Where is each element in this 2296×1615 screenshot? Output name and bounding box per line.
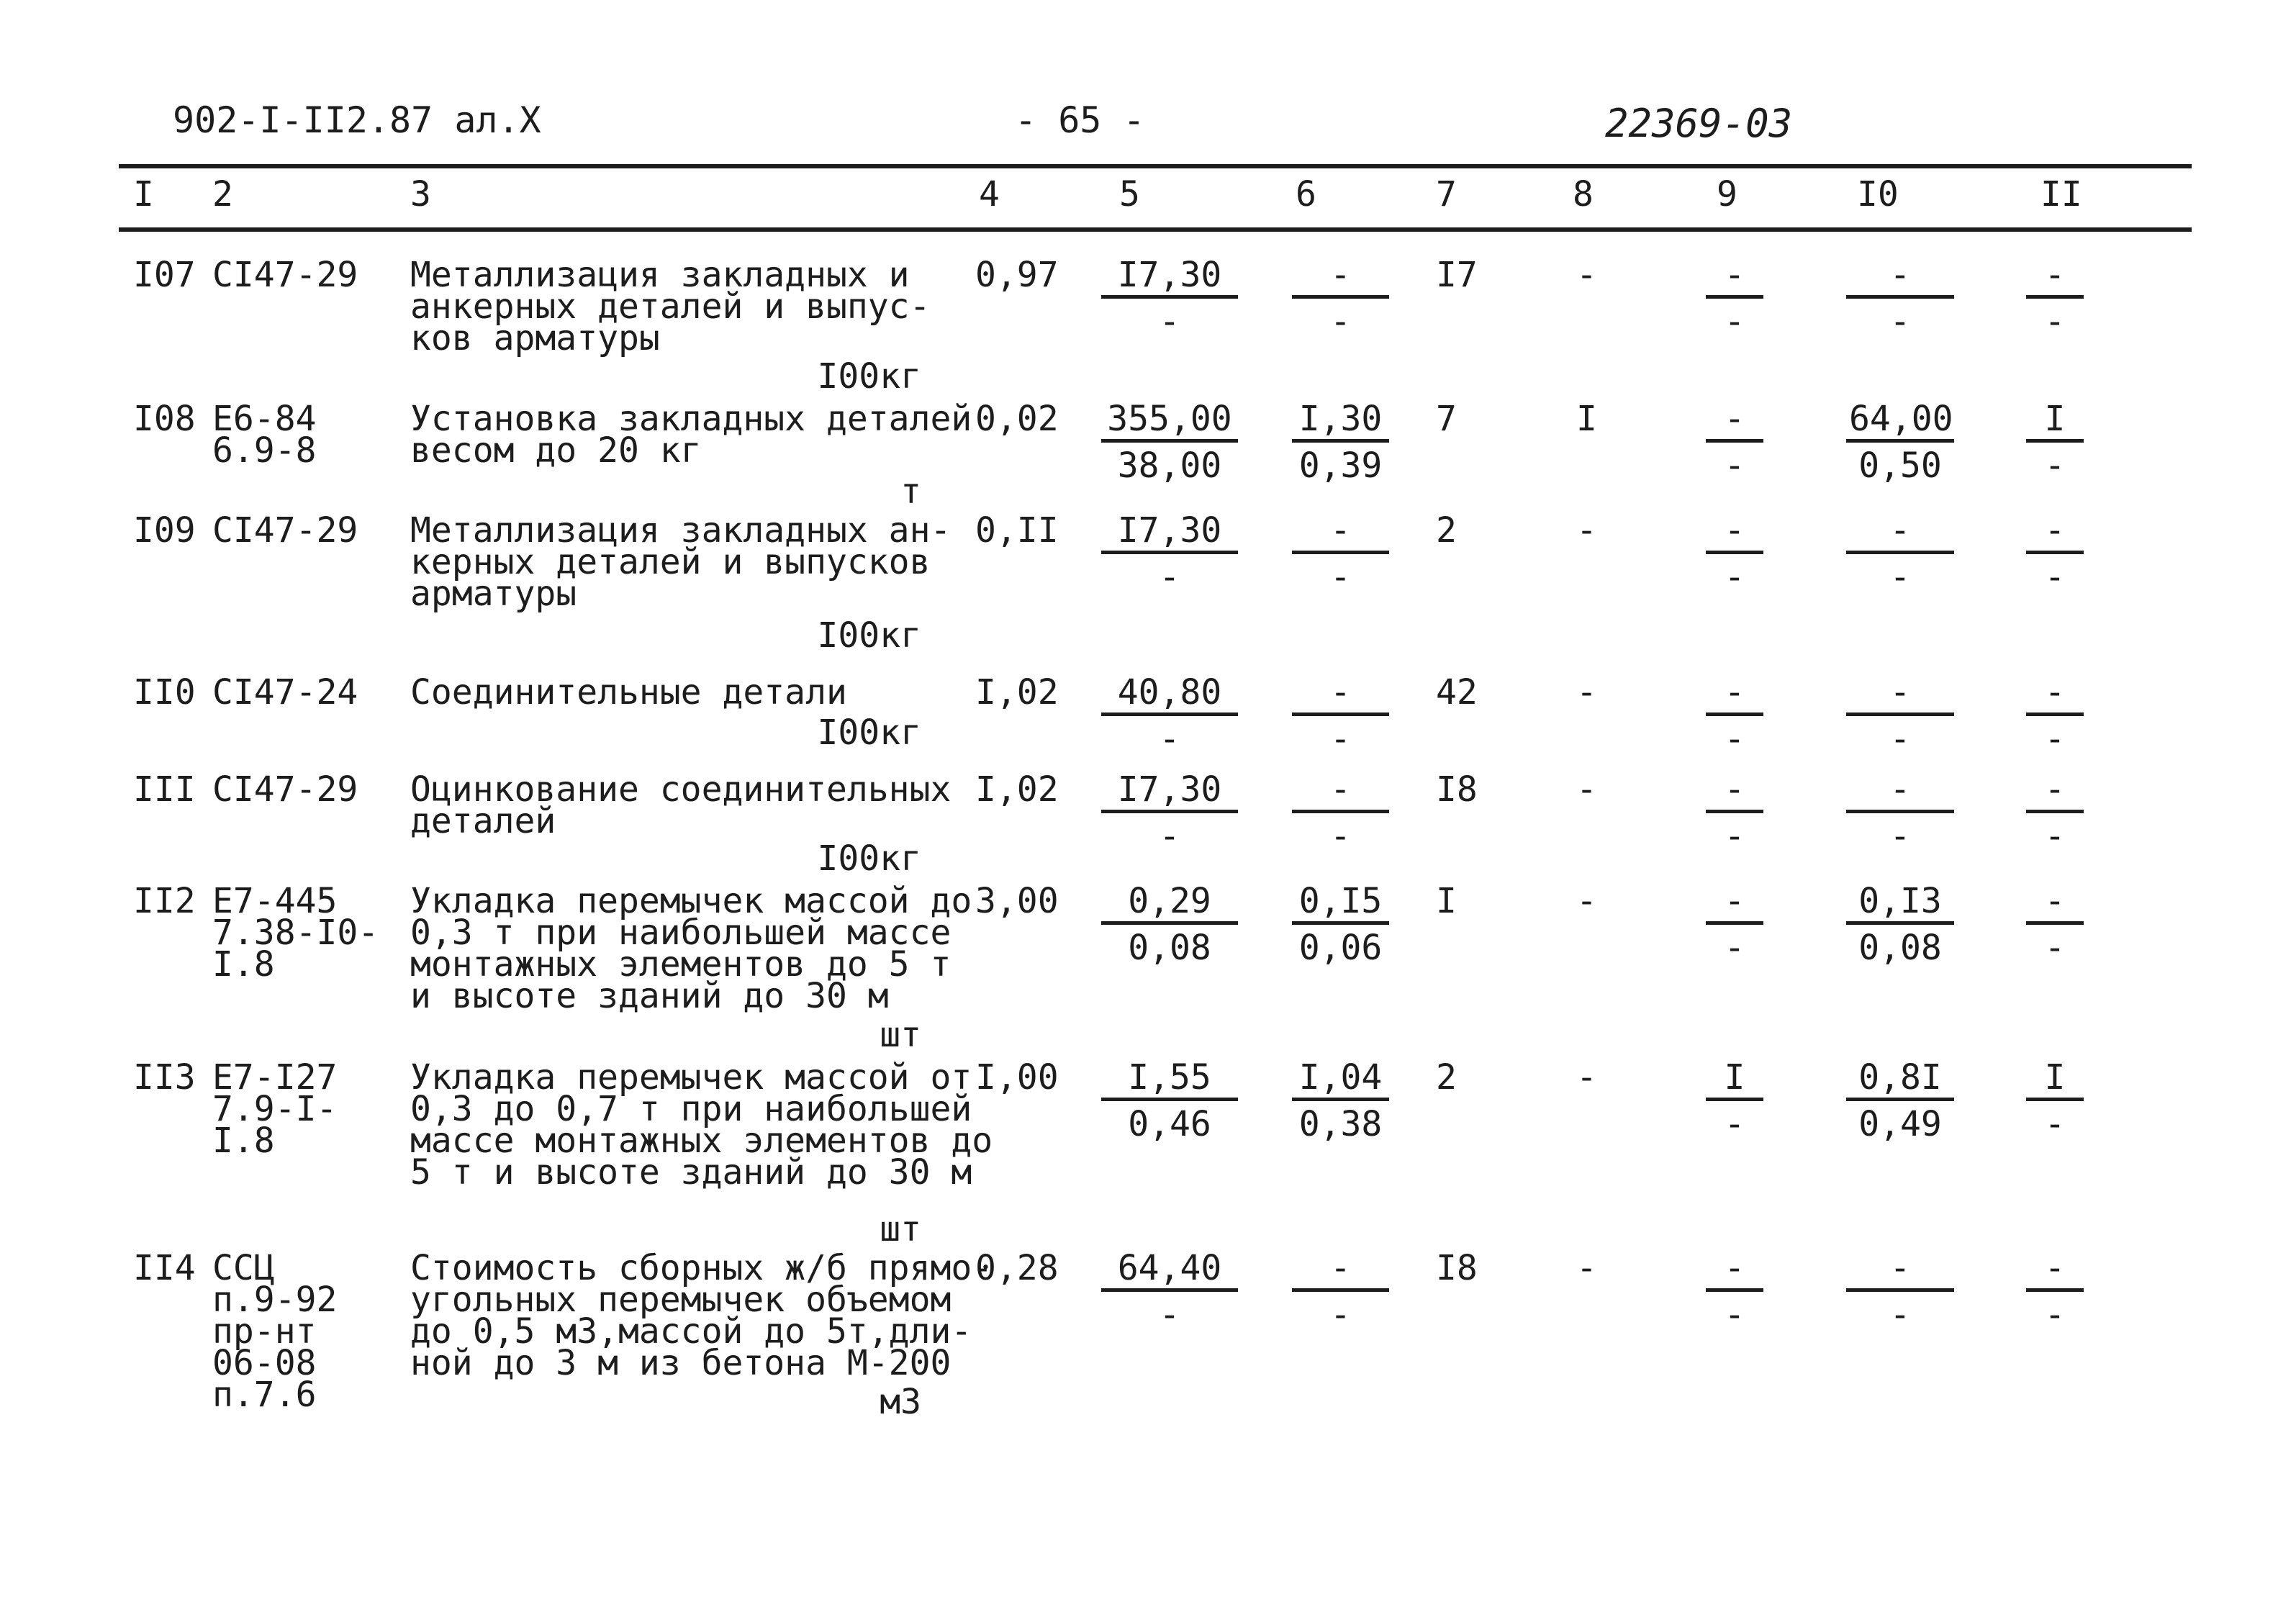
fraction-numerator: -	[2026, 515, 2084, 554]
resource-code-line: 06-08	[212, 1343, 317, 1383]
fraction-denominator: -	[1330, 302, 1351, 342]
measure-unit: I00кг	[817, 356, 921, 397]
fraction-denominator: -	[1330, 719, 1351, 759]
resource-code-line: E6-84	[212, 399, 317, 439]
col-8-value: -	[1576, 769, 1597, 810]
fraction-numerator: I	[1706, 1062, 1763, 1101]
fraction-numerator: -	[1292, 774, 1389, 813]
work-description-line: 0,3 до 0,7 т при наибольшей	[410, 1089, 972, 1129]
work-description-line: деталей	[410, 801, 556, 841]
fraction-denominator: -	[1889, 1295, 1911, 1335]
fraction-denominator: -	[1159, 719, 1180, 759]
resource-code	[212, 769, 358, 810]
fraction-numerator: 0,29	[1101, 885, 1238, 925]
fraction-denominator: -	[2044, 557, 2066, 597]
fraction-denominator: 0,50	[1858, 445, 1942, 486]
resource-code	[212, 510, 358, 551]
row-number: II2	[133, 881, 196, 921]
row-number: II0	[133, 672, 196, 712]
fraction-denominator: -	[1724, 816, 1745, 856]
work-description-line: Укладка перемычек массой до	[410, 881, 972, 921]
fraction-denominator: -	[2044, 1104, 2066, 1144]
fraction-cell-col-5	[1101, 881, 1238, 968]
fraction-cell-col-6	[1292, 399, 1389, 486]
column-header-4: 4	[979, 174, 1000, 214]
col-8-value: -	[1576, 672, 1597, 712]
resource-code	[212, 881, 379, 985]
measure-unit: I00кг	[817, 838, 921, 879]
fraction-denominator: 0,06	[1298, 928, 1383, 968]
col-7-value: 2	[1436, 1057, 1457, 1098]
fraction-numerator: I7,30	[1101, 515, 1238, 554]
fraction-numerator: I	[2026, 403, 2084, 443]
column-header-3: 3	[410, 174, 431, 214]
fraction-denominator: -	[1724, 928, 1745, 968]
fraction-numerator: -	[1846, 515, 1954, 554]
fraction-denominator: -	[2044, 1295, 2066, 1335]
work-description-line: керных деталей и выпусков	[410, 542, 931, 582]
resource-code-line: пр-нт	[212, 1311, 317, 1352]
measure-unit: I00кг	[817, 712, 921, 753]
fraction-cell-col-11	[2026, 769, 2084, 856]
fraction-cell-col-10	[1846, 1057, 1954, 1144]
resource-code-line: I.8	[212, 1121, 275, 1161]
fraction-cell-col-9	[1706, 1057, 1763, 1144]
work-description-line: весом до 20 кг	[410, 430, 702, 471]
fraction-numerator: -	[1292, 515, 1389, 554]
resource-code-line: CI47-29	[212, 255, 358, 295]
work-description	[410, 510, 952, 614]
table-top-rule	[119, 164, 2192, 168]
fraction-cell-col-6	[1292, 672, 1389, 759]
fraction-cell-col-11	[2026, 399, 2084, 486]
fraction-numerator: -	[1706, 515, 1763, 554]
column-header-10: I0	[1857, 174, 1899, 214]
fraction-denominator: -	[2044, 928, 2066, 968]
fraction-cell-col-9	[1706, 510, 1763, 597]
fraction-cell-col-5	[1101, 672, 1238, 759]
work-description-line: Оцинкование соединительных	[410, 769, 952, 810]
resource-code-line: 7.38-I0-	[212, 913, 379, 953]
fraction-cell-col-6	[1292, 881, 1389, 968]
fraction-denominator: -	[1159, 816, 1180, 856]
fraction-numerator: -	[1846, 1252, 1954, 1292]
resource-code-line: E7-445	[212, 881, 338, 921]
resource-code	[212, 672, 358, 712]
measure-unit: шт	[880, 1209, 921, 1249]
measure-unit: т	[900, 471, 921, 512]
fraction-cell-col-11	[2026, 255, 2084, 342]
work-description-line: Установка закладных деталей	[410, 399, 972, 439]
fraction-cell-col-11	[2026, 881, 2084, 968]
quantity: I,02	[975, 672, 1059, 712]
fraction-denominator: 38,00	[1117, 445, 1222, 486]
quantity: 3,00	[975, 881, 1059, 921]
fraction-numerator: -	[1846, 677, 1954, 716]
work-description-line: и высоте зданий до 30 м	[410, 976, 889, 1016]
fraction-cell-col-11	[2026, 1248, 2084, 1335]
column-header-9: 9	[1717, 174, 1737, 214]
fraction-numerator: 0,I3	[1846, 885, 1954, 925]
resource-code	[212, 399, 317, 471]
resource-code-line: ССЦ	[212, 1248, 275, 1288]
fraction-cell-col-6	[1292, 1057, 1389, 1144]
fraction-cell-col-6	[1292, 1248, 1389, 1335]
fraction-numerator: 64,00	[1846, 403, 1954, 443]
fraction-denominator: -	[2044, 816, 2066, 856]
fraction-cell-col-6	[1292, 510, 1389, 597]
fraction-cell-col-6	[1292, 255, 1389, 342]
column-header-11: II	[2040, 174, 2082, 214]
fraction-cell-col-5	[1101, 1248, 1238, 1335]
quantity: 0,II	[975, 510, 1059, 551]
col-8-value: -	[1576, 1057, 1597, 1098]
fraction-numerator: -	[1706, 677, 1763, 716]
fraction-numerator: 0,I5	[1292, 885, 1389, 925]
col-8-value: -	[1576, 510, 1597, 551]
fraction-cell-col-9	[1706, 769, 1763, 856]
fraction-cell-col-6	[1292, 769, 1389, 856]
fraction-numerator: -	[1706, 1252, 1763, 1292]
work-description-line: Металлизация закладных и	[410, 255, 910, 295]
row-number: I07	[133, 255, 196, 295]
work-description-line: 0,3 т при наибольшей массе	[410, 913, 952, 953]
fraction-denominator: -	[1330, 557, 1351, 597]
col-8-value: -	[1576, 1248, 1597, 1288]
fraction-cell-col-9	[1706, 881, 1763, 968]
col-8-value: I	[1576, 399, 1597, 439]
col-7-value: I7	[1436, 255, 1478, 295]
fraction-numerator: I7,30	[1101, 259, 1238, 299]
quantity: I,02	[975, 769, 1059, 810]
table-header-rule	[119, 227, 2192, 232]
fraction-numerator: I7,30	[1101, 774, 1238, 813]
column-header-5: 5	[1119, 174, 1140, 214]
fraction-numerator: I,55	[1101, 1062, 1238, 1101]
work-description	[410, 399, 972, 471]
fraction-numerator: -	[1706, 259, 1763, 299]
work-description	[410, 769, 952, 841]
work-description	[410, 1248, 993, 1383]
fraction-cell-col-10	[1846, 399, 1954, 486]
fraction-denominator: 0,46	[1128, 1104, 1211, 1144]
work-description	[410, 1057, 993, 1193]
row-number: I08	[133, 399, 196, 439]
fraction-denominator: -	[1889, 557, 1911, 597]
quantity: 0,02	[975, 399, 1059, 439]
fraction-cell-col-10	[1846, 769, 1954, 856]
fraction-denominator: 0,49	[1858, 1104, 1942, 1144]
fraction-numerator: 0,8I	[1846, 1062, 1954, 1101]
work-description	[410, 672, 847, 712]
col-7-value: 2	[1436, 510, 1457, 551]
resource-code-line: I.8	[212, 944, 275, 985]
col-7-value: I8	[1436, 1248, 1478, 1288]
fraction-numerator: -	[1292, 1252, 1389, 1292]
fraction-cell-col-10	[1846, 672, 1954, 759]
fraction-denominator: -	[2044, 719, 2066, 759]
fraction-denominator: -	[1159, 302, 1180, 342]
fraction-numerator: -	[2026, 259, 2084, 299]
fraction-denominator: -	[2044, 445, 2066, 486]
fraction-denominator: -	[1724, 1104, 1745, 1144]
fraction-denominator: -	[1889, 816, 1911, 856]
col-7-value: 42	[1436, 672, 1478, 712]
resource-code-line: CI47-29	[212, 510, 358, 551]
fraction-cell-col-5	[1101, 399, 1238, 486]
column-header-6: 6	[1296, 174, 1316, 214]
fraction-numerator: 40,80	[1101, 677, 1238, 716]
fraction-denominator: -	[1159, 1295, 1180, 1335]
fraction-denominator: -	[1330, 1295, 1351, 1335]
fraction-cell-col-5	[1101, 1057, 1238, 1144]
resource-code-line: п.9-92	[212, 1280, 338, 1320]
fraction-numerator: -	[1846, 259, 1954, 299]
fraction-cell-col-9	[1706, 1248, 1763, 1335]
work-description-line: массе монтажных элементов до	[410, 1121, 993, 1161]
work-description-line: ков арматуры	[410, 318, 660, 358]
resource-code	[212, 1057, 338, 1161]
fraction-numerator: -	[1706, 403, 1763, 443]
fraction-numerator: -	[1292, 677, 1389, 716]
col-7-value: 7	[1436, 399, 1457, 439]
work-description-line: монтажных элементов до 5 т	[410, 944, 952, 985]
work-description-line: Металлизация закладных ан-	[410, 510, 952, 551]
measure-unit: м3	[880, 1382, 921, 1422]
fraction-numerator: I,04	[1292, 1062, 1389, 1101]
fraction-numerator: -	[1292, 259, 1389, 299]
row-number: III	[133, 769, 196, 810]
work-description-line: Укладка перемычек массой от	[410, 1057, 972, 1098]
fraction-numerator: -	[2026, 885, 2084, 925]
fraction-numerator: I,30	[1292, 403, 1389, 443]
fraction-denominator: -	[2044, 302, 2066, 342]
fraction-denominator: 0,38	[1298, 1104, 1383, 1144]
quantity: 0,28	[975, 1248, 1059, 1288]
fraction-denominator: -	[1889, 719, 1911, 759]
work-description-line: арматуры	[410, 574, 577, 614]
resource-code-line: E7-I27	[212, 1057, 338, 1098]
fraction-cell-col-10	[1846, 881, 1954, 968]
resource-code-line: 6.9-8	[212, 430, 317, 471]
fraction-denominator: -	[1724, 445, 1745, 486]
fraction-denominator: -	[1724, 302, 1745, 342]
fraction-cell-col-5	[1101, 255, 1238, 342]
page-number: - 65 -	[1015, 99, 1145, 141]
fraction-numerator: I	[2026, 1062, 2084, 1101]
work-description-line: 5 т и высоте зданий до 30 м	[410, 1152, 972, 1193]
fraction-cell-col-11	[2026, 1057, 2084, 1144]
fraction-cell-col-9	[1706, 672, 1763, 759]
column-header-7: 7	[1436, 174, 1457, 214]
work-description-line: анкерных деталей и выпус-	[410, 286, 931, 327]
fraction-numerator: -	[1846, 774, 1954, 813]
measure-unit: I00кг	[817, 615, 921, 656]
fraction-cell-col-5	[1101, 510, 1238, 597]
quantity: I,00	[975, 1057, 1059, 1098]
fraction-denominator: -	[1330, 816, 1351, 856]
work-description-line: Соединительные детали	[410, 672, 847, 712]
fraction-denominator: -	[1159, 557, 1180, 597]
work-description-line: Стоимость сборных ж/б прямо-	[410, 1248, 993, 1288]
fraction-numerator: -	[2026, 677, 2084, 716]
resource-code-line: 7.9-I-	[212, 1089, 338, 1129]
fraction-denominator: -	[1724, 1295, 1745, 1335]
fraction-numerator: -	[1706, 774, 1763, 813]
resource-code	[212, 1248, 338, 1415]
work-description	[410, 881, 972, 1016]
fraction-denominator: 0,39	[1298, 445, 1383, 486]
work-description-line: до 0,5 м3,массой до 5т,дли-	[410, 1311, 972, 1352]
fraction-cell-col-5	[1101, 769, 1238, 856]
fraction-numerator: -	[2026, 1252, 2084, 1292]
fraction-numerator: 355,00	[1101, 403, 1238, 443]
col-8-value: -	[1576, 255, 1597, 295]
fraction-denominator: 0,08	[1858, 928, 1942, 968]
col-7-value: I8	[1436, 769, 1478, 810]
fraction-numerator: -	[2026, 774, 2084, 813]
col-7-value: I	[1436, 881, 1457, 921]
fraction-cell-col-11	[2026, 510, 2084, 597]
work-description-line: угольных перемычек объемом	[410, 1280, 952, 1320]
column-header-8: 8	[1573, 174, 1594, 214]
fraction-denominator: -	[1724, 719, 1745, 759]
document-code: 902-I-II2.87 ал.X	[173, 99, 541, 141]
col-8-value: -	[1576, 881, 1597, 921]
resource-code-line: CI47-24	[212, 672, 358, 712]
sheet-number: 22369-03	[1605, 101, 1793, 146]
fraction-cell-col-11	[2026, 672, 2084, 759]
fraction-denominator: -	[1889, 302, 1911, 342]
fraction-cell-col-10	[1846, 1248, 1954, 1335]
work-description	[410, 255, 931, 358]
fraction-denominator: -	[1724, 557, 1745, 597]
work-description-line: ной до 3 м из бетона М-200	[410, 1343, 952, 1383]
resource-code-line: CI47-29	[212, 769, 358, 810]
fraction-cell-col-9	[1706, 255, 1763, 342]
fraction-cell-col-9	[1706, 399, 1763, 486]
column-header-1: I	[133, 174, 154, 214]
row-number: II4	[133, 1248, 196, 1288]
row-number: I09	[133, 510, 196, 551]
quantity: 0,97	[975, 255, 1059, 295]
resource-code-line: п.7.6	[212, 1375, 317, 1415]
column-header-2: 2	[212, 174, 233, 214]
resource-code	[212, 255, 358, 295]
row-number: II3	[133, 1057, 196, 1098]
fraction-denominator: 0,08	[1128, 928, 1211, 968]
measure-unit: шт	[880, 1015, 921, 1055]
fraction-cell-col-10	[1846, 510, 1954, 597]
fraction-cell-col-10	[1846, 255, 1954, 342]
fraction-numerator: 64,40	[1101, 1252, 1238, 1292]
fraction-numerator: -	[1706, 885, 1763, 925]
